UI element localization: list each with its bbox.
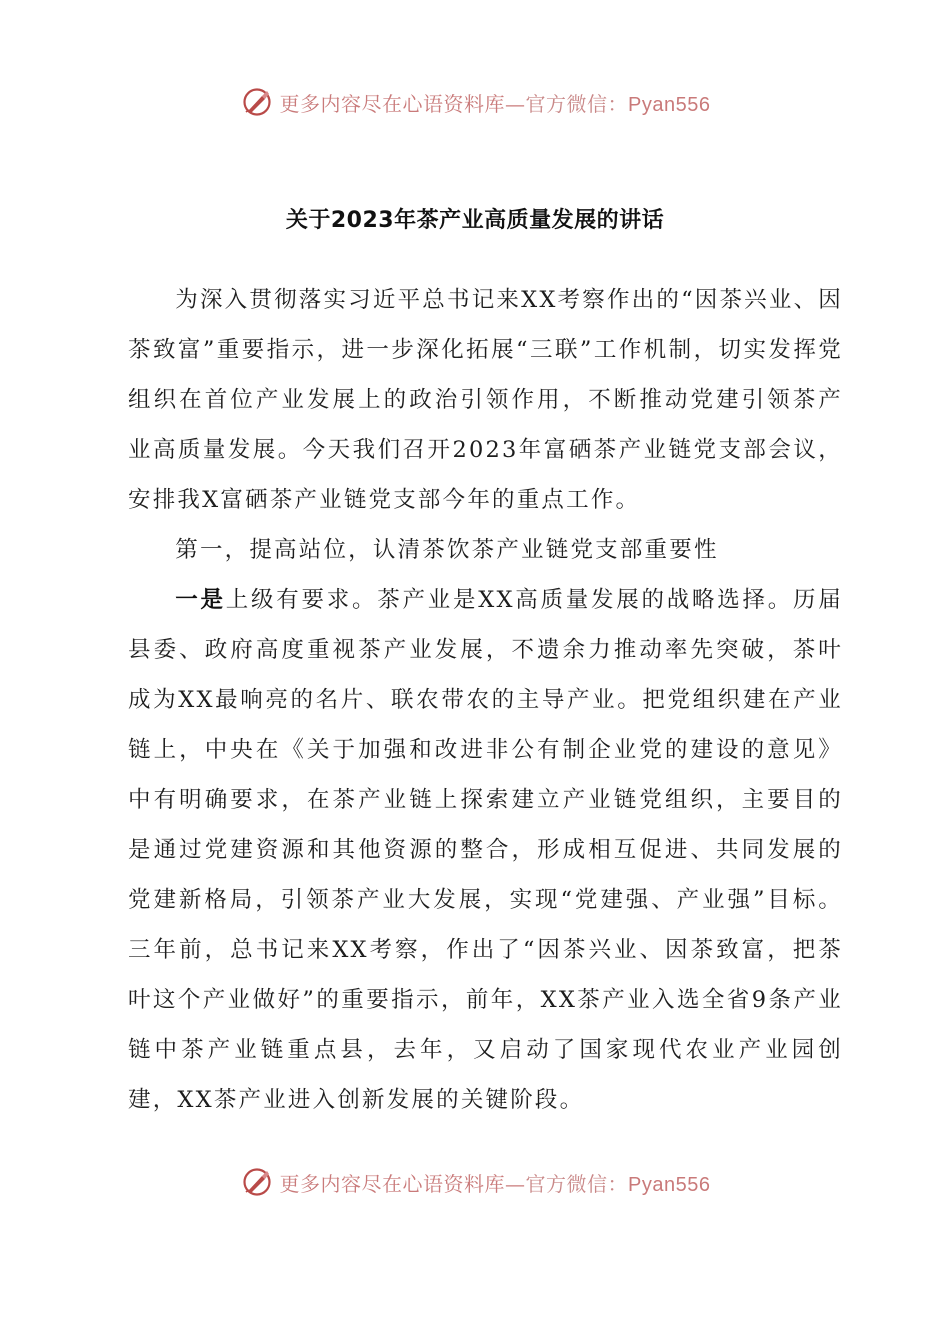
banner-wechat-label: 官方微信： bbox=[525, 91, 629, 116]
paragraph-text: 为深入贯彻落实习近平总书记来XX考察作出的“因茶兴业、因茶致富”重要指示，进一步深化拓展“三联”工作机制，切实发挥党组织在首位产业发展上的政治引领作用，不断推动党建引领茶产业高质量发展。今天我们召开2023年富硒茶产业链党支部会议，安排我X富硒茶产业链党支部今年的重点工作。 bbox=[128, 287, 843, 513]
banner-main-text: 更多内容尽在心语资料库 bbox=[279, 1171, 506, 1196]
banner-wechat-id: Pyan556 bbox=[628, 1173, 711, 1196]
section-heading-text: 第一，提高站位，认清茶饮茶产业链党支部重要性 bbox=[175, 537, 719, 563]
paragraph-point-one bbox=[128, 575, 843, 1125]
header-watermark-banner bbox=[0, 80, 950, 124]
fountain-pen-logo-icon bbox=[240, 85, 274, 119]
banner-content bbox=[240, 1165, 711, 1199]
banner-wechat-id: Pyan556 bbox=[628, 93, 711, 116]
document-body bbox=[128, 275, 843, 1125]
footer-watermark-banner bbox=[0, 1160, 950, 1204]
banner-wechat-label: 官方微信： bbox=[525, 1171, 629, 1196]
section-heading-first bbox=[128, 525, 843, 575]
banner-text bbox=[280, 88, 711, 117]
banner-separator: — bbox=[505, 91, 526, 116]
banner-separator: — bbox=[505, 1171, 526, 1196]
fountain-pen-logo-icon bbox=[240, 1165, 274, 1199]
banner-text bbox=[280, 1168, 711, 1197]
paragraph-intro bbox=[128, 275, 843, 525]
paragraph-text: 上级有要求。茶产业是XX高质量发展的战略选择。历届县委、政府高度重视茶产业发展，不遗余力推动率先突破，茶叶成为XX最响亮的名片、联农带农的主导产业。把党组织建在产业链上，中央在《关于加强和改进非公有制企业党的建设的意见》中有明确要求，在茶产业链上探索建立产业链党组织，主要目的是通过党建资源和其他资源的整合，形成相互促进、共同发展的党建新格局，引领茶产业大发展，实现“党建强、产业强”目标。三年前，总书记来XX考察，作出了“因茶兴业、因茶致富，把茶叶这个产业做好”的重要指示，前年，XX茶产业入选全省9条产业链中茶产业链重点县，去年，又启动了国家现代农业产业园创建，XX茶产业进入创新发展的关键阶段。 bbox=[128, 587, 843, 1113]
paragraph-lead: 一是 bbox=[175, 587, 226, 613]
banner-content bbox=[240, 85, 711, 119]
document-title: 关于2023年茶产业高质量发展的讲话 bbox=[285, 208, 665, 233]
banner-main-text: 更多内容尽在心语资料库 bbox=[279, 91, 506, 116]
